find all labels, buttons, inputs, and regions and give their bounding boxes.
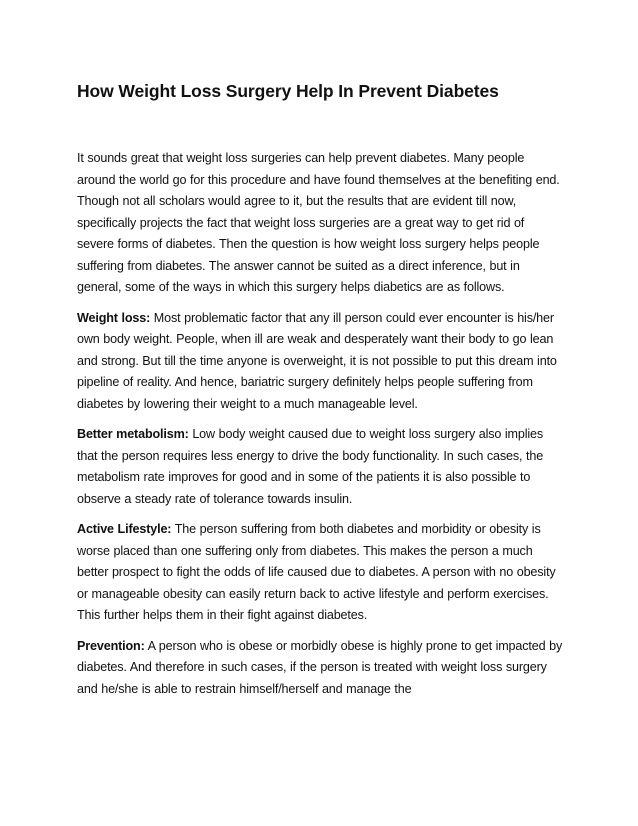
section-prevention	[77, 636, 564, 701]
section-text: Most problematic factor that any ill person could ever encounter is his/her own body weight. People, when ill are weak and desperately want their body to go lean and strong. But till the time anyone is overweight, it is not possible to put this dream into pipeline of reality. And hence, bariatric surgery definitely helps people suffering from diabetes by lowering their weight to a much manageable level.	[77, 310, 557, 411]
section-heading: Active Lifestyle:	[77, 522, 172, 536]
section-text: The person suffering from both diabetes and morbidity or obesity is worse placed than one suffering only from diabetes. This makes the person a much better prospect to fight the odds of life caused due to diabetes. A person with no obesity or manageable obesity can easily return back to active lifestyle and perform exercises. This further helps them in their fight against diabetes.	[77, 522, 556, 622]
section-text: A person who is obese or morbidly obese is highly prone to get impacted by diabetes. And therefore in such cases, if the person is treated with weight loss surgery and he/she is able to restrain himself/herself and manage the	[77, 638, 563, 696]
section-heading: Weight loss:	[77, 310, 151, 325]
section-weight-loss	[77, 308, 564, 416]
section-heading: Prevention:	[77, 638, 145, 653]
section-heading: Better metabolism:	[77, 427, 189, 441]
section-text: Low body weight caused due to weight loss surgery also implies that the person requires less energy to drive the body functionality. In such cases, the metabolism rate improves for good and in some of the patients it is also possible to observe a steady rate of tolerance towards insulin.	[77, 427, 544, 506]
document-title: How Weight Loss Surgery Help In Prevent Diabetes	[77, 81, 499, 101]
section-better-metabolism	[77, 424, 564, 510]
document-body	[77, 148, 564, 709]
intro-paragraph: It sounds great that weight loss surgeries can help prevent diabetes. Many people around the world go for this procedure and have found themselves at the benefiting end. Though not all scholars would agree to it, but the results that are evident till now, specifically projects the fact that weight loss surgeries are a great way to get rid of severe forms of diabetes. Then the question is how weight loss surgery helps people suffering from diabetes. The answer cannot be suited as a direct inference, but in general, some of the ways in which this surgery helps diabetics are as follows.	[77, 151, 560, 294]
section-active-lifestyle	[77, 519, 564, 627]
